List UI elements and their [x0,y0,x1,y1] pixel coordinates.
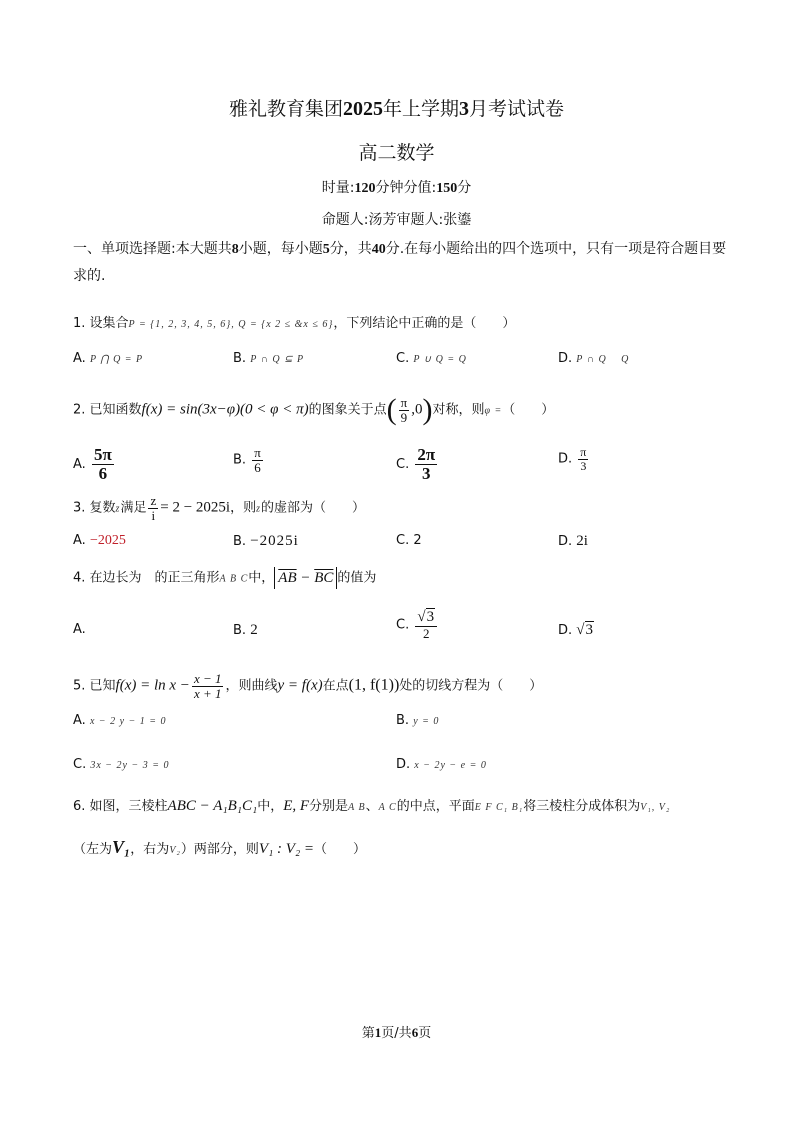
option-value: −2025 [89,533,126,548]
page-footer [0,1022,793,1041]
title-year: 2025 [342,98,383,120]
question-3 [73,494,365,522]
footer-mid: 页/共 [381,1026,412,1041]
frac-numerator: x − 1 [193,671,222,686]
frac-denominator: x + 1 [193,685,222,701]
option-value: x − 2 y − 1 = 0 [89,716,167,727]
q1-tail: ，下列结论中正确的是（ ） [333,316,516,331]
option-letter: A. [73,351,86,366]
q4-stem: 4. 在边长为 的正三角形 [73,570,220,586]
q6-mid3: 的中点，平面 [396,799,475,814]
q3-fraction [148,494,158,522]
section-num-2: 5 [322,242,330,257]
question-4 [73,567,376,590]
q5-stem: 5. 已知 [73,678,116,694]
time-value: 120 [354,181,376,196]
q5-function: f(x) = ln x − [115,677,190,694]
q2-option-d[interactable] [558,446,590,472]
option-value: x − 2y − e = 0 [414,760,487,771]
q6-mid4: 将三棱柱分成体积为 [523,799,641,814]
frac-denominator: 3 [580,458,587,473]
option-value: P ∩ Q ⊆ P [250,354,305,365]
footer-total-pages: 6 [411,1025,419,1040]
q6-ef: E, F [283,798,310,814]
q3-option-a[interactable] [73,531,126,551]
section-num-3: 40 [371,242,386,257]
footer-pre: 第 [361,1026,375,1041]
frac-numerator: π [254,445,261,460]
vector-bc: $\overline{BC}$ [314,570,334,586]
q1-option-d[interactable] [558,349,629,370]
q6-sep: 、 [365,799,379,814]
section-text-4: 分.在每小题给出的四个选项中，只有一项是符合题目要求的. [73,241,727,284]
option-letter: B. [233,452,247,468]
q6-line2-mid: ，右为 [130,842,170,857]
option-letter: D. [558,351,573,366]
q1-option-a[interactable] [73,349,143,370]
subject-title: 高二数学 [358,142,435,164]
exam-authors: 命题人:汤芳审题人:张鎏 [321,212,472,228]
sqrt-sign: √3 [576,622,594,638]
question-6 [73,796,670,818]
q6-v2: V₂ [169,845,181,856]
score-unit: 分 [457,180,472,196]
page-title [0,96,793,122]
q5-curve: y = f(x) [277,677,323,694]
q6-line2-mid2: ）两部分，则 [180,842,259,857]
option-fraction [415,446,437,483]
option-value: 2 [250,622,258,638]
option-fraction [415,610,437,640]
frac-denominator: 9 [400,409,408,425]
q2-stem: 2. 已知函数 [73,402,142,418]
sqrt-sign: √3 [417,609,435,625]
q6-ratio: V₁ : V₂ = [258,841,315,857]
title-pre: 雅礼教育集团 [228,98,343,120]
section-num-1: 8 [231,242,239,257]
option-letter: D. [396,757,411,772]
option-value: P ∩ Q Q [576,354,630,365]
q5-option-c[interactable] [73,755,169,776]
q2-tail2: （ ） [502,402,555,418]
option-value: P ⋂ Q = P [89,354,144,365]
q2-paren-left: ( [386,393,397,427]
q1-stem: 1. 设集合 [73,316,129,331]
q3-z: z [115,503,121,515]
q5-tail: 处的切线方程为（ ） [399,678,543,694]
q6-line2-pre: （左为 [73,842,113,857]
q1-option-c[interactable] [396,349,467,370]
option-fraction [252,446,263,474]
q3-mid2: ，则 [230,500,257,516]
option-letter: C. [396,351,410,366]
q3-equation: = 2 − 2025i [160,499,231,516]
q3-stem: 3. 复数 [73,500,116,516]
q6-prism: ABC − A₁B₁C₁ [167,798,258,814]
q1-sets: P = {1, 2, 3, 4, 5, 6}, Q = {x 2 ≤ &x ≤ 6} [128,319,334,330]
section-text-1: 一、单项选择题:本大题共 [73,241,232,257]
q6-plane: E F C₁ B₁ [474,802,524,813]
footer-post: 页 [418,1026,432,1041]
section-text-3: 分，共 [329,241,372,257]
q6-v12: V₁, V₂ [640,802,671,813]
q6-ab: A B [348,802,366,813]
option-letter: D. [558,451,573,467]
option-value: 2i [576,533,588,549]
frac-denominator: 6 [98,463,108,483]
score-value: 150 [436,181,458,196]
option-value: C. 2 [396,533,422,548]
q6-v1: V₁ [112,837,131,857]
q1-option-b[interactable] [233,349,304,370]
title-month: 3 [459,98,469,120]
q6-mid: 中， [257,799,284,814]
q3-option-b[interactable] [233,531,299,552]
q4-abs-expression [274,567,337,589]
option-fraction [92,446,114,483]
q4-option-c[interactable] [396,610,439,640]
q2-option-a[interactable] [73,446,116,483]
option-letter: B. [233,351,247,366]
frac-denominator: 2 [422,625,430,641]
option-fraction [578,446,588,472]
option-value: −2025i [250,533,299,549]
q5-option-a[interactable] [73,711,167,732]
section-text-2: 小题，每小题 [238,241,323,257]
question-2 [73,393,555,427]
q4-mid: 中， [248,570,275,586]
q2-mid: 的图象关于点 [308,402,387,418]
option-letter: C. [73,757,87,772]
option-letter: A. [73,622,86,637]
q5-option-d[interactable] [396,755,487,776]
q5-point: (1, f(1)) [348,676,400,694]
q5-mid: ，则曲线 [225,678,278,694]
question-5 [73,672,542,700]
option-letter: B. [233,534,247,549]
sqrt-radicand: 3 [426,609,435,625]
q6-mid2: 分别是 [309,799,349,814]
q6-ac: A C [378,802,397,813]
q3-option-d[interactable] [558,531,588,552]
option-letter: D. [558,623,573,638]
frac-numerator [415,610,437,627]
footer-page-number: 1 [374,1025,382,1040]
q3-option-c[interactable] [396,531,422,551]
frac-numerator: z [150,493,157,508]
frac-numerator: 2π [417,445,436,464]
section-instructions [73,236,733,290]
q6-line2-tail: （ ） [314,842,367,857]
q4-option-a[interactable] [73,620,86,640]
exam-time-score [0,178,793,199]
q2-option-b[interactable] [233,446,265,474]
option-value: P ∪ Q = Q [413,354,467,365]
sqrt-radicand: 3 [585,622,594,638]
q3-tail: 的虚部为（ ） [261,500,366,516]
frac-numerator: π [580,445,587,459]
time-score-label: 分钟分值: [375,180,437,196]
q2-function: f(x) = sin(3x−φ)(0 < φ < π) [141,401,309,418]
q5-option-b[interactable] [396,711,439,732]
q5-fraction [192,672,224,700]
vector-ab: $\overline{AB}$ [278,570,297,586]
title-post: 月考试试卷 [469,98,565,120]
q4-option-b[interactable] [233,620,258,641]
q2-tail: 对称，则 [432,402,485,418]
title-mid: 年上学期 [382,98,459,120]
q6-stem: 6. 如图，三棱柱 [73,799,168,814]
q5-mid2: 在点 [322,678,349,694]
time-label: 时量: [321,180,355,196]
option-letter: B. [233,623,247,638]
minus-sign: − [296,570,315,586]
option-letter: C. [396,617,410,633]
question-6-line-2 [73,837,366,861]
option-letter: A. [73,533,86,548]
q2-option-c[interactable] [396,446,439,483]
q2-point-y: ,0 [411,401,423,418]
q3-mid: 满足 [120,500,147,516]
option-letter: D. [558,534,573,549]
q4-tail: 的值为 [337,570,377,586]
option-letter: C. [396,456,410,472]
q4-triangle: A B C [219,573,249,585]
option-value: y = 0 [413,716,440,727]
frac-numerator: π [400,395,408,410]
frac-numerator: 5π [93,445,112,464]
q2-paren-right: ) [422,393,433,427]
q2-phi: φ = [484,405,503,417]
option-letter: A. [73,713,86,728]
q4-option-d[interactable] [558,620,594,641]
option-value: 3x − 2y − 3 = 0 [90,760,170,771]
question-1 [73,314,515,335]
frac-denominator: i [151,507,156,523]
q3-z2: z [256,503,262,515]
option-letter: B. [396,713,410,728]
frac-denominator: 3 [422,463,431,483]
option-letter: A. [73,456,86,472]
frac-denominator: 6 [254,459,261,475]
q2-fraction [399,396,410,424]
